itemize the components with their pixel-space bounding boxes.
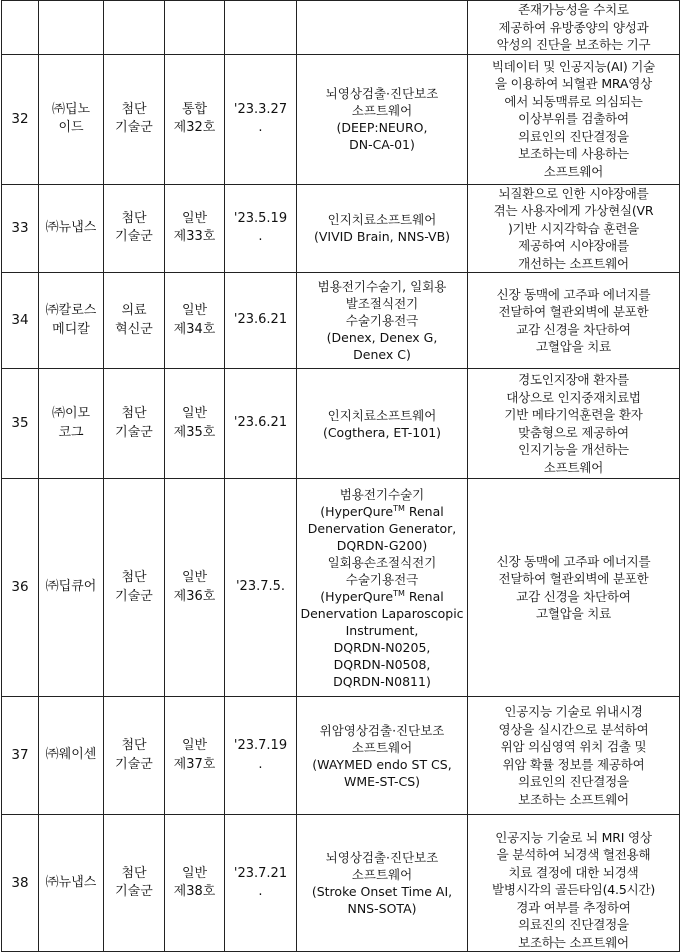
description-line: 악성의 진단을 보조하는 기구 (496, 37, 651, 52)
product-line: (HyperQure™ Renal (320, 503, 444, 519)
description-line: 에서 뇌동맥류로 의심되는 (504, 93, 643, 109)
description-line: 제공하여 시야장애를 (518, 238, 629, 253)
company-line: 메디칼 (52, 321, 90, 337)
description-line: 개선하는 소프트웨어 (518, 255, 629, 271)
date-line: '23.6.21 (233, 415, 288, 431)
designation-line: 일반 (181, 406, 208, 421)
product-cell (297, 1, 468, 55)
product-line: 수술기용전극 (345, 313, 419, 328)
product-line: Denervation Laparoscopic (300, 605, 464, 621)
group-line: 첨단 (121, 570, 147, 585)
description-line: 기반 메타기억훈련을 환자 (504, 407, 643, 422)
product-line: 인지치료소프트웨어 (327, 212, 437, 228)
product-cell (297, 369, 468, 479)
description-line: 대상으로 인지중재치료법 (506, 389, 641, 405)
group-line: 첨단 (121, 101, 147, 117)
company-line: ㈜딥노 (51, 101, 91, 117)
date-cell (225, 815, 297, 952)
table-row (2, 54, 680, 184)
description-line: 경도인지장애 환자를 (518, 372, 629, 387)
date-line: . (258, 756, 263, 772)
designation-cell (165, 815, 225, 952)
company-cell (39, 369, 104, 479)
designation-line: 일반 (181, 210, 208, 226)
description-line: 경과 여부를 추정하여 (516, 899, 631, 915)
designation-line: 통합 (181, 101, 208, 117)
description-cell (468, 815, 680, 952)
description-line: 을 분석하여 뇌경색 혈전용해 (496, 847, 651, 862)
description-line: 제공하여 유방종양의 양성과 (498, 19, 649, 35)
description-line: 인공지능 기술로 위내시경 (504, 704, 643, 719)
row-number-cell: 37 (2, 697, 39, 815)
product-cell (297, 273, 468, 369)
date-cell (225, 479, 297, 697)
product-cell (297, 184, 468, 273)
designation-line: 일반 (181, 738, 208, 753)
product-line: 위암영상검출·진단보조 (319, 722, 445, 738)
product-line: NNS-SOTA) (347, 901, 417, 916)
description-line: 고혈압을 치료 (535, 339, 612, 354)
designation-line: 일반 (181, 570, 208, 585)
description-line: 겪는 사용자에게 가상현실(VR (493, 203, 654, 218)
group-line: 첨단 (121, 210, 147, 226)
product-cell (297, 697, 468, 815)
company-line: 이드 (58, 120, 84, 135)
description-line: 신장 동맥에 고주파 에너지를 (496, 553, 651, 569)
row-number-cell (2, 1, 39, 55)
product-line: DQRDN-G200) (336, 537, 428, 553)
description-line: 이상부위를 검출하여 (518, 111, 629, 127)
description-line: 인지기능을 개선하는 (518, 442, 629, 457)
row-number-cell: 33 (2, 184, 39, 273)
date-line: '23.7.5. (235, 579, 286, 595)
designation-line: 일반 (181, 303, 208, 318)
company-line: ㈜칼로스 (45, 303, 97, 318)
product-line: 범용전기수술기, 일회용 (317, 279, 447, 294)
group-cell (104, 273, 165, 369)
description-line: 소프트웨어 (543, 459, 604, 475)
product-line: Denervation Generator, (307, 520, 457, 536)
designation-line: 제33호 (173, 229, 216, 245)
product-line: DQRDN-N0811) (333, 673, 431, 689)
table-row (2, 479, 680, 697)
group-line: 의료 (121, 303, 147, 318)
product-line: 뇌영상검출·진단보조 (325, 850, 439, 865)
description-cell (468, 1, 680, 55)
date-line: . (258, 884, 263, 899)
description-line: 신장 동맥에 고주파 에너지를 (496, 286, 651, 302)
product-line: 수술기용전극 (345, 571, 419, 587)
designation-table (1, 0, 680, 952)
date-line: '23.7.21 (233, 865, 288, 881)
date-cell (225, 273, 297, 369)
product-cell (297, 54, 468, 184)
row-number-cell: 35 (2, 369, 39, 479)
designation-line: 제37호 (173, 756, 216, 772)
company-cell (39, 273, 104, 369)
table-body (2, 1, 680, 952)
group-cell (104, 479, 165, 697)
description-cell (468, 184, 680, 273)
description-cell (468, 479, 680, 697)
product-line: DN-CA-01) (349, 137, 415, 152)
description-cell (468, 273, 680, 369)
group-line: 기술군 (115, 424, 153, 440)
table-row (2, 815, 680, 952)
description-line: 보조하는데 사용하는 (518, 146, 629, 162)
company-line: ㈜이모 (51, 406, 91, 421)
product-line: (DEEP:NEURO, (336, 120, 428, 135)
description-line: 치료 결정에 대한 뇌경색 (508, 864, 639, 880)
company-line: ㈜딥큐어 (45, 579, 97, 595)
table-row (2, 1, 680, 55)
description-cell (468, 697, 680, 815)
company-cell (39, 184, 104, 273)
group-line: 첨단 (121, 865, 147, 881)
product-line: (VIVID Brain, NNS-VB) (313, 229, 451, 245)
designation-cell (165, 273, 225, 369)
product-line: 범용전기수술기 (339, 486, 425, 502)
date-cell (225, 184, 297, 273)
designation-cell (165, 479, 225, 697)
description-line: 의료인의 진단결정을 (518, 774, 629, 789)
product-line: 소프트웨어 (351, 739, 413, 755)
description-line: 위암 의심영역 위치 검출 및 (500, 739, 647, 754)
company-cell (39, 697, 104, 815)
product-line: 일회용손조절식전기 (327, 554, 437, 570)
description-line: 위암 확률 정보를 제공하여 (502, 756, 645, 772)
date-line: . (258, 229, 263, 245)
group-line: 기술군 (115, 756, 153, 772)
product-line: (Cogthera, ET-101) (322, 424, 442, 440)
company-line: ㈜뉴냅스 (45, 874, 97, 890)
product-line: 발조절식전기 (345, 296, 419, 311)
product-line: WME-ST-CS) (343, 773, 421, 789)
company-line: 코그 (58, 424, 84, 440)
description-line: 전달하여 혈관외벽에 분포한 (498, 304, 649, 319)
group-line: 첨단 (121, 406, 147, 421)
date-cell (225, 369, 297, 479)
company-cell (39, 815, 104, 952)
designation-line: 제38호 (173, 884, 216, 899)
group-cell (104, 1, 165, 55)
group-line: 기술군 (115, 588, 153, 604)
table-row (2, 697, 680, 815)
description-cell (468, 54, 680, 184)
product-line: 소프트웨어 (351, 867, 413, 882)
group-cell (104, 369, 165, 479)
description-line: 보조하는 소프트웨어 (518, 791, 629, 807)
designation-line: 일반 (181, 865, 208, 881)
description-line: 영상을 실시간으로 분석하여 (498, 721, 649, 737)
designation-cell (165, 369, 225, 479)
company-line: ㈜웨이센 (45, 747, 97, 763)
description-line: 빅데이터 및 인공지능(AI) 기술 (491, 58, 656, 74)
description-line: 뇌질환으로 인한 시야장애를 (498, 185, 649, 201)
product-cell (297, 479, 468, 697)
designation-cell (165, 697, 225, 815)
description-line: 존재가능성을 수치로 (518, 2, 629, 17)
designation-cell (165, 184, 225, 273)
row-number-cell: 34 (2, 273, 39, 369)
group-cell (104, 815, 165, 952)
group-line: 기술군 (115, 229, 153, 245)
group-line: 혁신군 (115, 321, 153, 337)
company-line: ㈜뉴냅스 (45, 220, 97, 235)
company-cell (39, 479, 104, 697)
date-line: '23.7.19 (233, 738, 288, 753)
row-number-cell: 36 (2, 479, 39, 697)
company-cell (39, 54, 104, 184)
description-line: 발병시각의 골든타임(4.5시간) (491, 882, 656, 897)
product-line: (Denex, Denex G, (326, 330, 438, 345)
designation-line: 제36호 (173, 588, 216, 604)
date-cell (225, 54, 297, 184)
product-line: (HyperQure™ Renal (320, 588, 444, 604)
description-line: 을 이용하여 뇌혈관 MRA영상 (495, 76, 652, 92)
description-line: 의료진의 진단결정을 (518, 917, 629, 932)
product-line: (WAYMED endo ST CS, (312, 756, 452, 772)
row-number-cell: 32 (2, 54, 39, 184)
group-cell (104, 184, 165, 273)
product-line: Denex C) (353, 347, 411, 362)
description-line: 맞춤형으로 제공하여 (518, 424, 629, 440)
description-line: 고혈압을 치료 (535, 606, 612, 621)
date-cell (225, 697, 297, 815)
row-number-cell: 38 (2, 815, 39, 952)
product-line: (Stroke Onset Time AI, (311, 884, 453, 899)
description-line: 인공지능 기술로 뇌 MRI 영상 (495, 829, 652, 845)
table-row (2, 184, 680, 273)
description-line: 소프트웨어 (543, 163, 604, 179)
date-cell (225, 1, 297, 55)
description-line: 교감 신경을 차단하여 (516, 321, 631, 337)
designation-cell (165, 54, 225, 184)
description-line: 전달하여 혈관외벽에 분포한 (498, 571, 649, 586)
date-line: . (258, 120, 263, 135)
product-line: 소프트웨어 (351, 103, 413, 118)
product-line: DQRDN-N0508, (333, 656, 431, 672)
group-line: 기술군 (115, 120, 153, 135)
group-cell (104, 54, 165, 184)
designation-line: 제32호 (173, 120, 216, 135)
description-line: 보조하는 소프트웨어 (518, 934, 629, 950)
product-line: 뇌영상검출·진단보조 (325, 86, 439, 101)
table-row (2, 273, 680, 369)
date-line: '23.6.21 (233, 312, 288, 328)
description-line: )기반 시지각학습 훈련을 (508, 220, 639, 236)
date-line: '23.5.19 (233, 210, 288, 226)
date-line: '23.3.27 (233, 101, 288, 117)
description-line: 교감 신경을 차단하여 (516, 588, 631, 604)
group-cell (104, 697, 165, 815)
product-cell (297, 815, 468, 952)
description-line: 의료인의 진단결정을 (518, 128, 629, 144)
group-line: 첨단 (121, 738, 147, 753)
designation-line: 제35호 (173, 424, 216, 440)
product-line: Instrument, (345, 622, 419, 638)
designation-cell (165, 1, 225, 55)
description-cell (468, 369, 680, 479)
designation-line: 제34호 (173, 321, 216, 337)
company-cell (39, 1, 104, 55)
table-row (2, 369, 680, 479)
group-line: 기술군 (115, 884, 153, 899)
product-line: DQRDN-N0205, (333, 639, 431, 655)
product-line: 인지치료소프트웨어 (327, 407, 437, 423)
